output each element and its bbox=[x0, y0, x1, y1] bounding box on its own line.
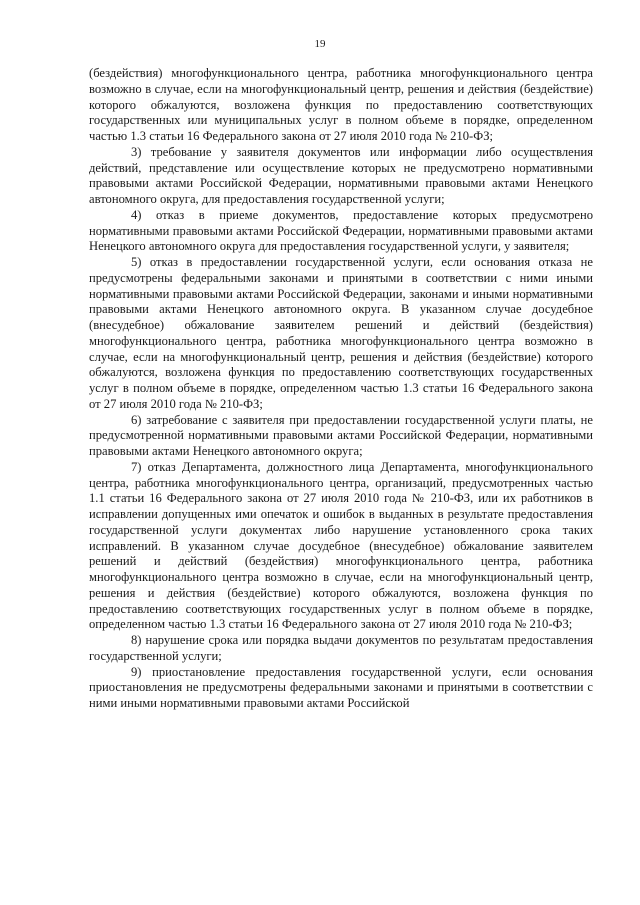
list-item-5: 5) отказ в предоставлении государственной услуги, если основания отказа не предусмотрены федеральными законами и принятыми в соответствии с ними иными нормативными правовыми актами Российской Федерации, законами и иными нормативными правовыми актами Ненецкого автономного округа. В указанном случае досудебное (внесудебное) обжалование заявителем решений и действий (бездействия) многофункционального центра, работника многофункционального центра возможно в случае, если на многофункциональный центр, решения и действия (бездействие) которого обжалуются, возложена функция по предоставлению соответствующих государственных услуг в полном объеме в порядке, определенном частью 1.3 статьи 16 Федерального закона от 27 июля 2010 года № 210-ФЗ; bbox=[89, 255, 593, 411]
list-item-3: 3) требование у заявителя документов или информации либо осуществления действий, представление или осуществление которых не предусмотрено нормативными правовыми актами Российской Федерации, нормативными правовыми актами Ненецкого автономного округа, для предоставления государственной услуги; bbox=[89, 144, 593, 206]
list-item-6: 6) затребование с заявителя при предоставлении государственной услуги платы, не предусмотренной нормативными правовыми актами Российской Федерации, нормативными правовыми актами Ненецкого автономного округа; bbox=[89, 412, 593, 458]
list-item-8: 8) нарушение срока или порядка выдачи документов по результатам предоставления государственной услуги; bbox=[89, 633, 593, 663]
list-item-4: 4) отказ в приеме документов, предоставление которых предусмотрено нормативными правовыми актами Российской Федерации, нормативными правовыми актами Ненецкого автономного округа для предоставления государственной услуги, у заявителя; bbox=[89, 207, 593, 254]
paragraph-continuation: (бездействия) многофункционального центра, работника многофункционального центра возможно в случае, если на многофункциональный центр, решения и действия (бездействие) которого обжалуются, возложена функция по предоставлению соответствующих государственных или муниципальных услуг в полном объеме в порядке, определенном частью 1.3 статьи 16 Федерального закона от 27 июля 2010 года № 210-ФЗ; bbox=[89, 66, 593, 143]
list-item-7: 7) отказ Департамента, должностного лица Департамента, многофункционального центра, работника многофункционального центра, организаций, предусмотренных частью 1.1 статьи 16 Федерального закона от 27 июля 2010 года № 210-ФЗ, или их работников в исправлении допущенных ими опечаток и ошибок в выданных в результате предоставления государственной услуги документах либо нарушение установленного срока таких исправлений. В указанном случае досудебное (внесудебное) обжалование заявителем решений и действий (бездействия) многофункционального центра, работника многофункционального центра возможно в случае, если на многофункциональный центр, решения и действия (бездействие) которого обжалуются, возложена функция по предоставлению соответствующих государственных услуг в полном объеме в порядке, определенном частью 1.3 статьи 16 Федерального закона от 27 июля 2010 года № 210-ФЗ; bbox=[89, 459, 593, 632]
document-body bbox=[89, 66, 593, 712]
page-number: 19 bbox=[314, 38, 326, 50]
list-item-9: 9) приостановление предоставления государственной услуги, если основания приостановления не предусмотрены федеральными законами и принятыми в соответствии с ними иными нормативными правовыми актами Российской bbox=[89, 664, 593, 710]
